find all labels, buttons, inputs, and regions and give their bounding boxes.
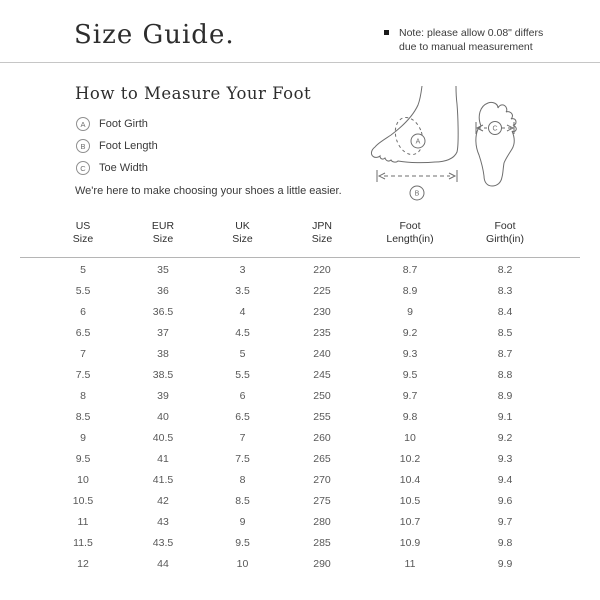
table-cell: 260 <box>313 431 331 444</box>
table-cell: 42 <box>157 494 169 507</box>
column-header <box>282 220 362 246</box>
table-cell: 8.5 <box>497 326 513 339</box>
table-cell: 4 <box>239 305 246 318</box>
table-cell: 8.2 <box>497 263 513 276</box>
column-header-line: Foot <box>494 220 516 232</box>
table-cell: 10.9 <box>399 536 421 549</box>
table-cell: 9.4 <box>497 473 513 486</box>
table-row <box>43 553 552 574</box>
table-row <box>43 427 552 448</box>
table-cell: 6 <box>239 389 246 402</box>
table-cell: 9.5 <box>235 536 250 549</box>
table-row <box>43 406 552 427</box>
table-row <box>43 511 552 532</box>
table-cell: 43 <box>157 515 169 528</box>
table-cell: 255 <box>313 410 331 423</box>
table-cell: 270 <box>313 473 331 486</box>
table-cell: 10.2 <box>399 452 421 465</box>
table-cell: 235 <box>313 326 331 339</box>
foot-diagram <box>365 86 555 204</box>
table-cell: 8.4 <box>497 305 513 318</box>
note-line-2: due to manual measurement <box>399 41 533 53</box>
diagram-label-c: C <box>492 125 498 133</box>
note-line-1: Note: please allow 0.08" differs <box>399 27 544 39</box>
table-cell: 9 <box>80 431 86 444</box>
table-cell: 5.5 <box>75 284 91 297</box>
table-cell: 44 <box>157 557 169 570</box>
table-cell: 38.5 <box>152 368 174 381</box>
table-cell: 285 <box>313 536 331 549</box>
table-cell: 4.5 <box>235 326 250 339</box>
table-cell: 7 <box>239 431 246 444</box>
column-header-line: UK <box>235 220 250 232</box>
table-cell: 10.7 <box>399 515 421 528</box>
table-cell: 6 <box>80 305 86 318</box>
table-cell: 9 <box>239 515 246 528</box>
table-cell: 7 <box>80 347 86 360</box>
table-row <box>43 490 552 511</box>
table-cell: 220 <box>313 263 331 276</box>
table-cell: 7.5 <box>235 452 250 465</box>
table-cell: 6.5 <box>75 326 91 339</box>
column-header <box>362 220 458 246</box>
table-cell: 3.5 <box>235 284 250 297</box>
column-header-line: Foot <box>399 220 421 232</box>
circled-c-icon: C <box>76 161 90 175</box>
table-cell: 8.7 <box>402 263 418 276</box>
table-cell: 240 <box>313 347 331 360</box>
table-cell: 245 <box>313 368 331 381</box>
tagline: We're here to make choosing your shoes a little easier. <box>75 185 342 197</box>
table-cell: 6.5 <box>235 410 250 423</box>
square-bullet-icon <box>384 30 389 35</box>
circled-a-icon: A <box>76 117 90 131</box>
column-header-line: Girth(in) <box>486 233 524 245</box>
table-cell: 11.5 <box>73 536 93 549</box>
table-cell: 9.9 <box>497 557 513 570</box>
table-cell: 8.3 <box>497 284 513 297</box>
side-foot-illustration <box>371 86 458 200</box>
table-cell: 250 <box>313 389 331 402</box>
measure-item-girth <box>76 113 158 135</box>
table-cell: 9.3 <box>402 347 418 360</box>
table-row <box>43 301 552 322</box>
table-row <box>43 364 552 385</box>
measure-label: Foot Length <box>99 140 158 152</box>
table-row <box>43 532 552 553</box>
table-cell: 8 <box>80 389 86 402</box>
column-header-line: Size <box>311 233 333 245</box>
table-row <box>43 259 552 280</box>
table-cell: 36 <box>157 284 169 297</box>
table-cell: 43.5 <box>152 536 174 549</box>
column-header-line: Size <box>232 233 253 245</box>
table-row <box>43 280 552 301</box>
table-cell: 39 <box>157 389 169 402</box>
table-cell: 5.5 <box>235 368 250 381</box>
diagram-label-a: A <box>415 138 421 146</box>
note-text <box>399 26 543 54</box>
table-cell: 9.6 <box>497 494 513 507</box>
table-cell: 8.9 <box>402 284 418 297</box>
table-cell: 5 <box>239 347 246 360</box>
column-header-line: Length(in) <box>386 233 434 245</box>
table-header-row <box>43 220 552 246</box>
table-cell: 265 <box>313 452 331 465</box>
column-header-line: EUR <box>151 220 175 232</box>
table-cell: 38 <box>157 347 169 360</box>
table-cell: 10.5 <box>399 494 421 507</box>
table-cell: 11 <box>404 557 416 570</box>
measurement-note <box>384 26 554 54</box>
measure-item-length <box>76 135 158 157</box>
column-header-line: Size <box>152 233 174 245</box>
table-cell: 10 <box>77 473 89 486</box>
table-cell: 10 <box>404 431 416 444</box>
column-header-line: US <box>75 220 91 232</box>
measure-item-width <box>76 157 158 179</box>
table-cell: 3 <box>239 263 246 276</box>
diagram-label-b: B <box>414 190 420 198</box>
page-title: Size Guide. <box>74 20 235 50</box>
table-cell: 41.5 <box>152 473 174 486</box>
table-cell: 41 <box>157 452 169 465</box>
circled-b-icon: B <box>76 139 90 153</box>
table-cell: 8.7 <box>497 347 513 360</box>
table-body <box>43 259 552 574</box>
header-divider <box>0 62 600 63</box>
table-cell: 10.5 <box>72 494 94 507</box>
table-cell: 5 <box>80 263 86 276</box>
table-cell: 9.1 <box>497 410 513 423</box>
table-cell: 7.5 <box>75 368 91 381</box>
table-cell: 40.5 <box>152 431 174 444</box>
table-cell: 9.2 <box>497 431 513 444</box>
table-cell: 11 <box>77 515 89 528</box>
table-cell: 12 <box>77 557 89 570</box>
howto-heading: How to Measure Your Foot <box>75 84 312 103</box>
table-cell: 9.8 <box>497 536 513 549</box>
table-cell: 290 <box>313 557 331 570</box>
table-cell: 230 <box>313 305 331 318</box>
table-cell: 8 <box>239 473 246 486</box>
table-cell: 8.8 <box>497 368 513 381</box>
column-header-line: Size <box>72 233 94 245</box>
column-header-line: JPN <box>312 220 332 232</box>
table-cell: 9.5 <box>402 368 418 381</box>
table-cell: 225 <box>313 284 331 297</box>
table-cell: 9.5 <box>75 452 91 465</box>
table-header-divider <box>20 257 580 258</box>
table-row <box>43 322 552 343</box>
column-header <box>458 220 552 246</box>
table-cell: 8.5 <box>75 410 91 423</box>
measure-list <box>76 113 158 179</box>
table-cell: 9.7 <box>497 515 513 528</box>
table-cell: 35 <box>157 263 169 276</box>
length-arrow <box>377 170 457 182</box>
column-header <box>123 220 203 246</box>
table-cell: 280 <box>313 515 331 528</box>
measure-label: Foot Girth <box>99 118 148 130</box>
table-cell: 10 <box>236 557 249 570</box>
table-cell: 8.5 <box>235 494 250 507</box>
table-cell: 40 <box>157 410 169 423</box>
table-cell: 9.8 <box>402 410 418 423</box>
column-header <box>43 220 123 246</box>
table-cell: 9.3 <box>497 452 513 465</box>
table-cell: 10.4 <box>399 473 421 486</box>
table-cell: 37 <box>157 326 169 339</box>
table-cell: 8.9 <box>497 389 513 402</box>
table-cell: 275 <box>313 494 331 507</box>
table-cell: 36.5 <box>152 305 174 318</box>
footprint-illustration <box>476 102 516 186</box>
table-cell: 9 <box>407 305 413 318</box>
table-cell: 9.2 <box>402 326 418 339</box>
table-row <box>43 448 552 469</box>
table-row <box>43 385 552 406</box>
table-row <box>43 469 552 490</box>
measure-label: Toe Width <box>99 162 148 174</box>
table-cell: 9.7 <box>402 389 418 402</box>
column-header <box>203 220 282 246</box>
table-row <box>43 343 552 364</box>
